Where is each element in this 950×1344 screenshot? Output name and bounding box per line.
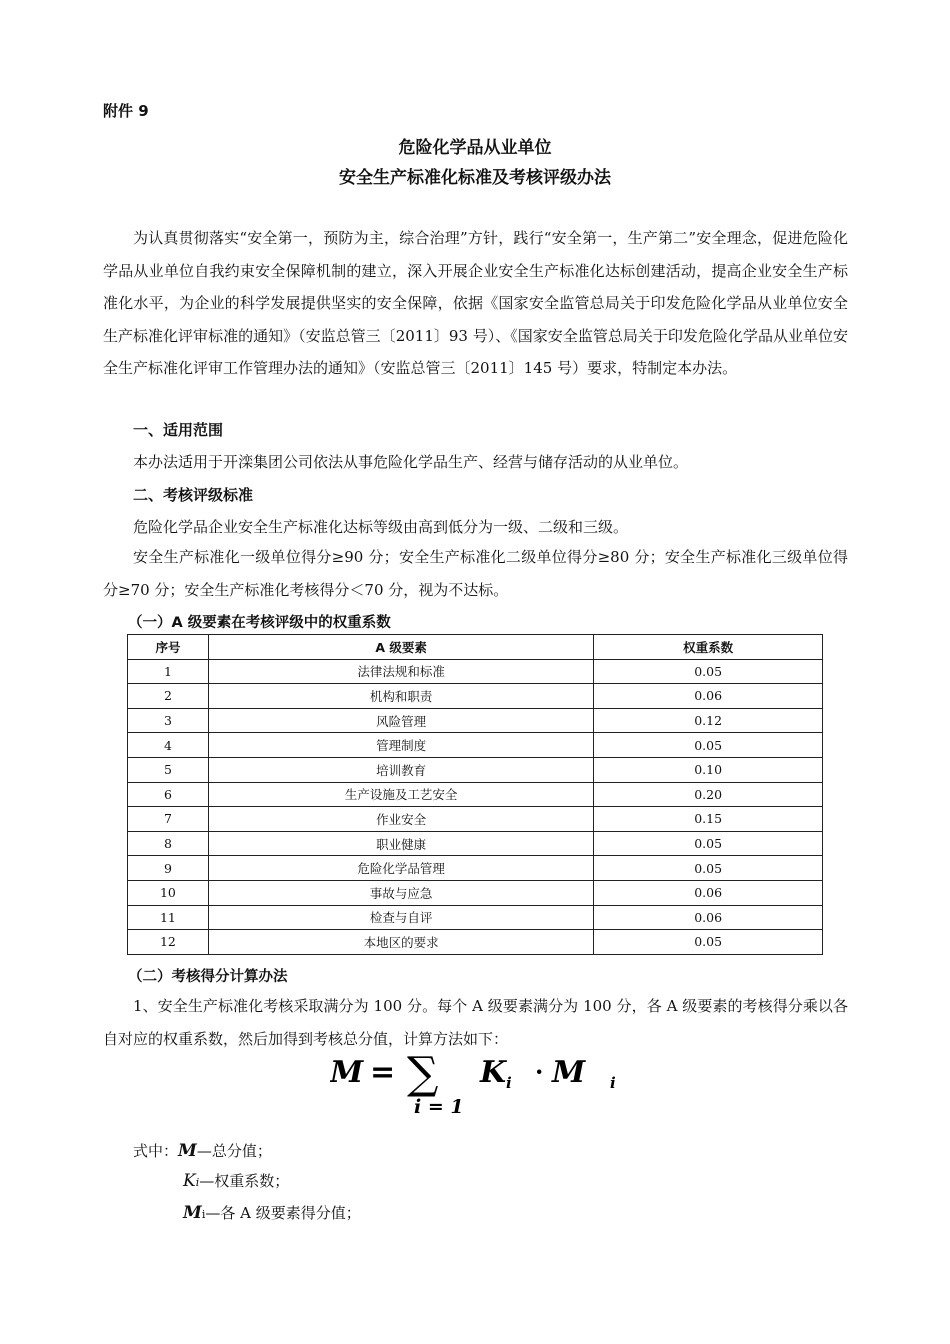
table-row <box>128 880 823 905</box>
section-2-text-2: 安全生产标准化一级单位得分≥90 分；安全生产标准化二级单位得分≥80 分；安全生产标准化三级单位得分≥70 分；安全生产标准化考核得分＜70 分，视为不达标。 <box>103 548 848 599</box>
section-1-heading: 一、适用范围 <box>133 421 224 439</box>
cell-index: 12 <box>128 930 209 955</box>
table-row <box>128 733 823 758</box>
cell-index: 4 <box>128 733 209 758</box>
cell-element: 事故与应急 <box>208 880 593 905</box>
formula-dot: · <box>535 1057 544 1086</box>
title-line-1: 危险化学品从业单位 <box>398 138 552 158</box>
table-row <box>128 905 823 930</box>
formula-lower-bound: i = 1 <box>414 1096 464 1116</box>
cell-index: 5 <box>128 757 209 782</box>
formula-k: K <box>480 1055 507 1090</box>
def-desc-m: —总分值； <box>196 1142 272 1160</box>
def-symbol-mi: M <box>183 1203 202 1223</box>
cell-element: 本地区的要求 <box>208 930 593 955</box>
formula-sigma: ∑ <box>407 1050 439 1099</box>
header-element: A 级要素 <box>208 635 593 660</box>
formula-lhs: M <box>330 1055 364 1090</box>
where-text: 式中： <box>133 1142 179 1160</box>
cell-weight: 0.05 <box>594 831 823 856</box>
title-line-2: 安全生产标准化标准及考核评级办法 <box>339 168 611 188</box>
table-row <box>128 856 823 881</box>
cell-weight: 0.20 <box>594 782 823 807</box>
cell-index: 6 <box>128 782 209 807</box>
def-desc-k: —权重系数； <box>199 1172 290 1190</box>
cell-index: 3 <box>128 708 209 733</box>
def-sub-k: i <box>195 1176 200 1189</box>
cell-weight: 0.06 <box>594 880 823 905</box>
cell-index: 11 <box>128 905 209 930</box>
section-2-heading: 二、考核评级标准 <box>133 486 254 504</box>
def-symbol-k: K <box>183 1171 196 1191</box>
def-mi <box>183 1202 361 1223</box>
table-row <box>128 684 823 709</box>
cell-index: 2 <box>128 684 209 709</box>
formula-m: M <box>552 1055 586 1090</box>
table-row <box>128 831 823 856</box>
cell-weight: 0.10 <box>594 757 823 782</box>
cell-weight: 0.05 <box>594 856 823 881</box>
cell-weight: 0.05 <box>594 659 823 684</box>
def-k <box>183 1170 289 1191</box>
cell-element: 培训教育 <box>208 757 593 782</box>
cell-index: 8 <box>128 831 209 856</box>
formula-k-sub: i <box>506 1074 512 1092</box>
table-row <box>128 659 823 684</box>
formula-equals: = <box>370 1055 396 1090</box>
section-1-text: 本办法适用于开滦集团公司依法从事危险化学品生产、经营与储存活动的从业单位。 <box>133 453 689 471</box>
table-row <box>128 930 823 955</box>
cell-weight: 0.06 <box>594 684 823 709</box>
table-row <box>128 782 823 807</box>
where-label <box>133 1140 272 1161</box>
def-sub-mi: i <box>201 1208 206 1221</box>
cell-weight: 0.06 <box>594 905 823 930</box>
def-symbol-m: M <box>178 1141 197 1161</box>
calc-paragraph: 1、安全生产标准化考核采取满分为 100 分。每个 A 级要素满分为 100 分，各 A 级要素的考核得分乘以各自对应的权重系数，然后加得到考核总分值，计算方法如下： <box>103 997 848 1048</box>
cell-index: 1 <box>128 659 209 684</box>
cell-element: 危险化学品管理 <box>208 856 593 881</box>
cell-element: 生产设施及工艺安全 <box>208 782 593 807</box>
cell-weight: 0.05 <box>594 733 823 758</box>
cell-element: 管理制度 <box>208 733 593 758</box>
def-desc-mi: —各 A 级要素得分值； <box>205 1204 361 1222</box>
cell-weight: 0.05 <box>594 930 823 955</box>
header-weight: 权重系数 <box>594 635 823 660</box>
intro-paragraph: 为认真贯彻落实“安全第一，预防为主，综合治理”方针，践行“安全第一，生产第二”安全理念，促进危险化学品从业单位自我约束安全保障机制的建立，深入开展企业安全生产标准化达标创建活动，提高企业安全生产标准化水平，为企业的科学发展提供坚实的安全保障，依据《国家安全监管总局关于印发危险化学品从业单位安全生产标准化评审标准的通知》（安监总管三〔2011〕93 号）、《国家安全监管总局关于印发危险化学品从业单位安全生产标准化评审工作管理办法的通知》（安监总管三〔2011〕145 号）要求，特制定本办法。 <box>103 229 848 377</box>
cell-element: 机构和职责 <box>208 684 593 709</box>
cell-element: 法律法规和标准 <box>208 659 593 684</box>
score-formula <box>330 1050 630 1116</box>
cell-element: 检查与自评 <box>208 905 593 930</box>
cell-element: 作业安全 <box>208 807 593 832</box>
cell-element: 职业健康 <box>208 831 593 856</box>
cell-index: 7 <box>128 807 209 832</box>
cell-index: 10 <box>128 880 209 905</box>
table-row <box>128 708 823 733</box>
table-row <box>128 757 823 782</box>
attachment-label: 附件 9 <box>103 102 149 120</box>
header-index: 序号 <box>128 635 209 660</box>
weights-table <box>127 634 823 955</box>
formula-m-sub: i <box>610 1074 616 1092</box>
cell-element: 风险管理 <box>208 708 593 733</box>
section-2-text-1: 危险化学品企业安全生产标准化达标等级由高到低分为一级、二级和三级。 <box>133 518 629 536</box>
weights-table-heading: （一）A 级要素在考核评级中的权重系数 <box>128 615 391 631</box>
table-header-row <box>128 635 823 660</box>
cell-index: 9 <box>128 856 209 881</box>
table-row <box>128 807 823 832</box>
calc-heading: （二）考核得分计算办法 <box>128 969 288 985</box>
cell-weight: 0.12 <box>594 708 823 733</box>
cell-weight: 0.15 <box>594 807 823 832</box>
